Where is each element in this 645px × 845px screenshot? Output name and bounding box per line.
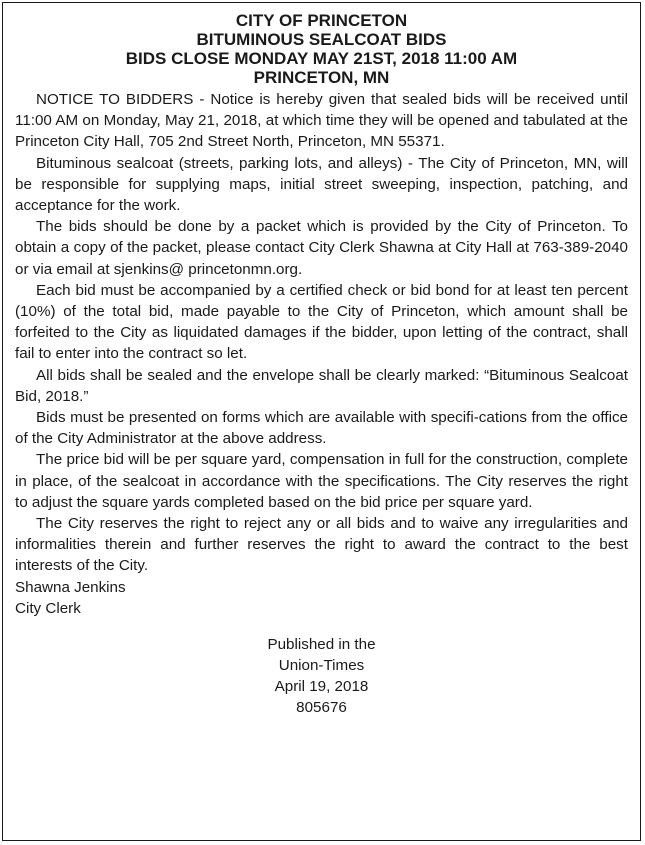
notice-header bbox=[15, 11, 628, 87]
paragraph-packet: The bids should be done by a packet which is provided by the City of Princeton. To obtain a copy of the packet, please contact City Clerk Shawna at City Hall at 763-389-2040 or via email at sjenkins@ princetonmn.org. bbox=[15, 218, 628, 278]
notice-body bbox=[15, 89, 628, 619]
signature-title: City Clerk bbox=[15, 599, 81, 617]
paragraph-notice-to-bidders: NOTICE TO BIDDERS - Notice is hereby given that sealed bids will be received until 11:00 AM on Monday, May 21, 2018, at which time they will be opened and tabulated at the Princeton City Hall, 705 2nd Street North, Princeton, MN 55371. bbox=[15, 91, 628, 151]
paragraph-price: The price bid will be per square yard, compensation in full for the construction, complete in place, of the sealcoat in accordance with the specifications. The City reserves the right to adjust the square yards completed based on the bid price per square yard. bbox=[15, 451, 628, 511]
publication-info bbox=[15, 634, 628, 718]
paragraph-sealed-bids: All bids shall be sealed and the envelope shall be clearly marked: “Bituminous Sealcoat Bid, 2018.” bbox=[15, 366, 628, 405]
header-subject: BITUMINOUS SEALCOAT BIDS bbox=[196, 30, 447, 49]
header-city: CITY OF PRINCETON bbox=[235, 11, 408, 30]
header-deadline: BIDS CLOSE MONDAY MAY 21ST, 2018 11:00 AM bbox=[125, 49, 518, 68]
publication-newspaper: Union-Times bbox=[278, 657, 365, 675]
publication-id: 805676 bbox=[296, 699, 347, 717]
publication-date: April 19, 2018 bbox=[274, 678, 369, 696]
publication-intro: Published in the bbox=[267, 636, 376, 654]
header-location: PRINCETON, MN bbox=[253, 68, 390, 87]
signature-name: Shawna Jenkins bbox=[15, 578, 126, 596]
paragraph-reservation: The City reserves the right to reject any or all bids and to waive any irregularities and informalities therein and further reserves the right to award the contract to the best interests of the City. bbox=[15, 515, 628, 575]
paragraph-forms: Bids must be presented on forms which are available with specifi-cations from the office of the City Administrator at the above address. bbox=[15, 409, 628, 448]
paragraph-bid-bond: Each bid must be accompanied by a certified check or bid bond for at least ten percent (10%) of the total bid, made payable to the City of Princeton, which amount shall be forfeited to the City as liquidated damages if the bidder, upon letting of the contract, shall fail to enter into the contract so let. bbox=[15, 281, 628, 363]
paragraph-scope: Bituminous sealcoat (streets, parking lots, and alleys) - The City of Princeton, MN, will be responsible for supplying maps, initial street sweeping, inspection, patching, and acceptance for the work. bbox=[15, 154, 628, 215]
legal-notice bbox=[2, 2, 641, 841]
